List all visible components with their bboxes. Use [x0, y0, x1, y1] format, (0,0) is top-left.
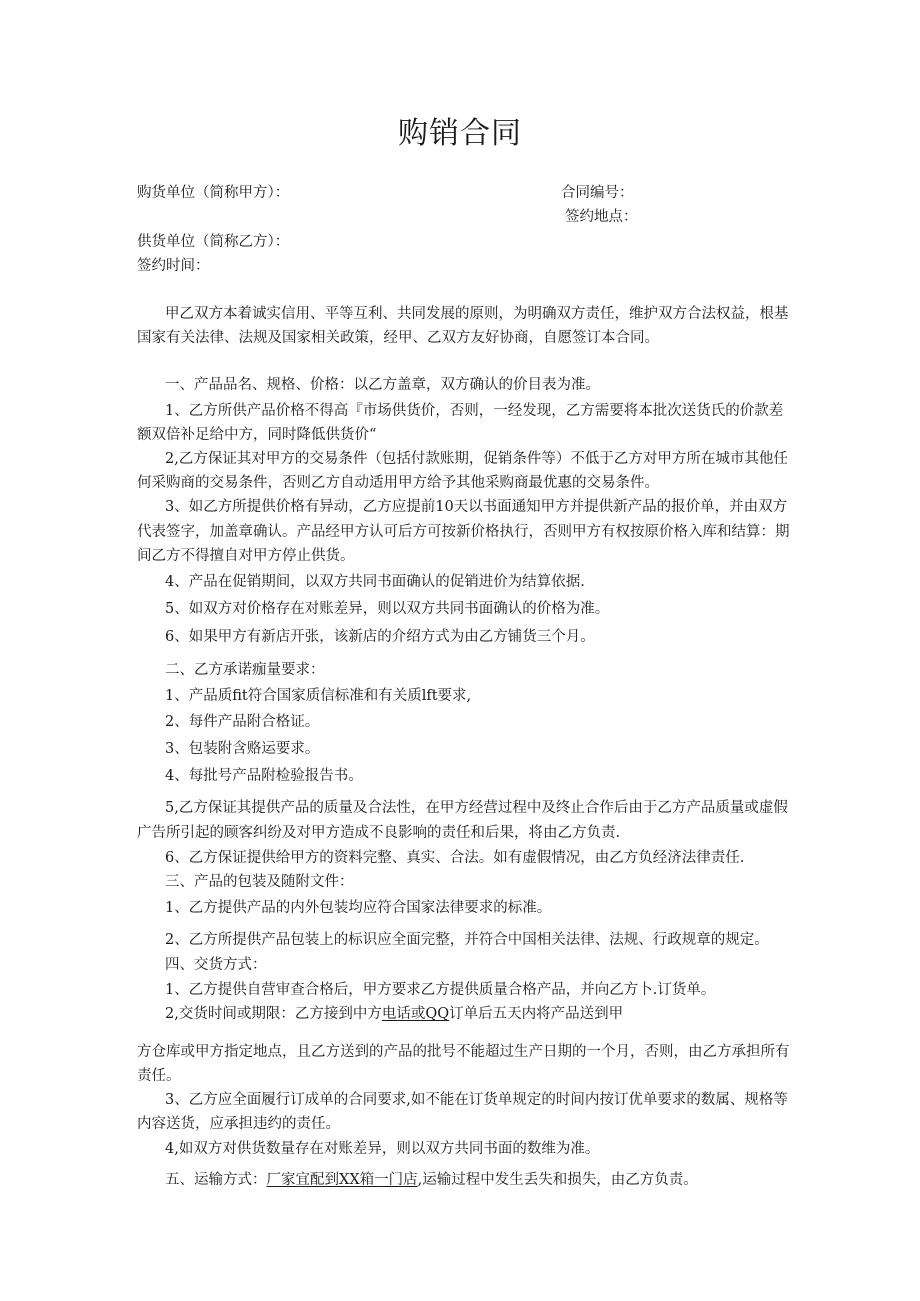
clause-line: 广告所引起的顾客纠纷及对甲方造成不良影响的责任和后果，将由乙方负责.: [137, 825, 621, 841]
section-2-heading: 二、乙方承诺痂量要求：: [165, 662, 325, 678]
clause-line: 方仓库或甲方指定地点，且乙方送到的产品的批号不能超过生产日期的一个月，否则，由乙方承担所有: [137, 1044, 790, 1060]
underlined-text: 厂家宜配到XX箱一门店: [266, 1172, 418, 1188]
clause-line: 1、乙方提供产品的内外包装均应符合国家法律要求的标准。: [165, 900, 552, 916]
section-5-heading: 五、运输方式：: [165, 1172, 267, 1188]
clause-line: 2、乙方所提供产品包装上的标识应全面完整，并符合中国相关法律、法规、行政规章的规定。: [165, 932, 769, 948]
section-5-line: [165, 1170, 698, 1190]
clause-line: 4,如双方对供货数量存在对账差异，则以双方共同书面的数维为准。: [165, 1141, 600, 1157]
clause-line: 1、产品质fit符合国家质信标准和有关质lft要求,: [165, 688, 472, 704]
underlined-text: 电话或QQ: [381, 1006, 450, 1022]
clause-line: 额双倍补足给中方，同时降低供货价“: [137, 427, 377, 443]
clause-line: 内容送货，应承担违约的责任。: [137, 1116, 340, 1132]
section-4-heading: 四、交货方式：: [165, 957, 267, 973]
clause-line: 3、乙方应全面履行订成单的合同要求,如不能在订货单规定的时间内按订优单要求的数属、规格等: [165, 1092, 788, 1108]
section-3-heading: 三、产品的包装及随附文件：: [165, 874, 354, 890]
contract-no-label: 合同编号：: [561, 185, 634, 201]
clause-line: 4、产品在促销期间，以双方共同书面确认的促销进价为结算依据.: [165, 574, 585, 590]
intro-line: 甲乙双方本着诚实信用、平等互利、共同发展的原则，为明确双方责任，维护双方合法权益，根基: [165, 306, 789, 322]
sign-time-label: 签约时间：: [137, 258, 210, 274]
clause-line: 3、包装附含赂运要求。: [165, 741, 320, 757]
sign-place-label: 签约地点：: [565, 209, 638, 225]
clause-line: 2,乙方保证其对甲方的交易条件（包括付款账期，促销条件等）不低于乙方对甲方所在城市其他任: [165, 451, 788, 467]
clause-line: 何采购商的交易条件，否则乙方自动适用甲方给予其他采购商最优惠的交易条件。: [137, 475, 659, 491]
clause-line: 责任。: [137, 1068, 181, 1084]
clause-line: 1、乙方提供自营审查合格后，甲方要求乙方提供质量合格产品，并向乙方卜.订货单。: [165, 982, 716, 998]
clause-line: 6、乙方保证提供给甲方的资料完整、真实、合法。如有虚假情况，由乙方负经济法律责任.: [165, 850, 745, 866]
clause-text: 2,交货时间或期限：乙方接到中方: [165, 1006, 382, 1022]
clause-line: 1、乙方所供产品价格不得高『市场供货价，否则，一经发现，乙方需要将本批次送货氏的价款差: [165, 403, 784, 419]
clause-line: 间乙方不得擅自对甲方停止供货。: [137, 548, 355, 564]
clause-line: 5、如双方对价格存在对账差异，则以双方共同书面确认的价格为准。: [165, 601, 610, 617]
section-1-heading: 一、产品品名、规格、价格：以乙方盖章，双方确认的价目表为准。: [165, 377, 600, 393]
clause-line: 4、每批号产品附检验报告书。: [165, 768, 363, 784]
supplier-label: 供货单位（简称乙方）：: [137, 234, 290, 250]
clause-line: 5,乙方保证其提供产品的质量及合法性，在甲方经营过程中及终止合作后由于乙方产品质量或虚假: [165, 800, 788, 816]
clause-text: ,运输过程中发生丢失和损失，由乙方负责。: [417, 1172, 698, 1188]
clause-line: 3、如乙方所提供价格有异动，乙方应提前10天以书面通知甲方并提供新产品的报价单，并由双方: [165, 499, 788, 515]
clause-line: 代表签字，加盖章确认。产品经甲方认可后方可按新价格执行，否则甲方有权按原价格入库和结算：期: [137, 524, 790, 540]
page-title: 购销合同: [398, 116, 522, 151]
clause-text: 订单后五天内将产品送到甲: [449, 1006, 624, 1022]
clause-line: 6、如果甲方有新店开张，该新店的介绍方式为由乙方铺货三个月。: [165, 629, 595, 645]
clause-line: 2、每件产品附合格证。: [165, 714, 320, 730]
intro-line: 国家有关法律、法规及国家相关政策，经甲、乙双方友好协商，自愿签订本合同。: [137, 330, 659, 346]
clause-line: [165, 1004, 623, 1024]
buyer-label: 购货单位（简称甲方）：: [137, 185, 290, 201]
